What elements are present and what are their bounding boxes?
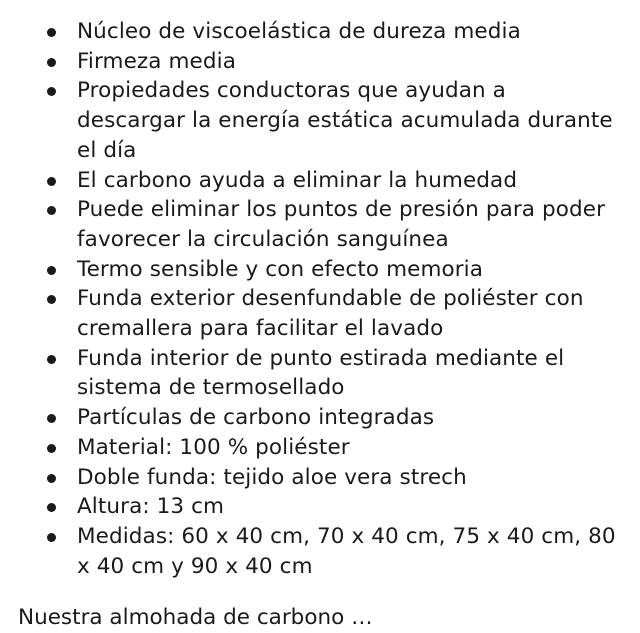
bullet-icon bbox=[47, 177, 56, 186]
feature-text: Firmeza media bbox=[77, 48, 236, 74]
bullet-icon bbox=[47, 206, 56, 215]
feature-item bbox=[0, 492, 640, 522]
feature-item bbox=[0, 47, 640, 77]
feature-item bbox=[0, 463, 640, 493]
bullet-icon bbox=[47, 87, 56, 96]
feature-item bbox=[0, 433, 640, 463]
bullet-icon bbox=[47, 295, 56, 304]
feature-text: Propiedades conductoras que ayudan a descargar la energía estática acumulada durante el día bbox=[77, 78, 613, 163]
feature-list bbox=[0, 17, 640, 581]
feature-item bbox=[0, 76, 640, 165]
feature-text: Funda exterior desenfundable de poliéster con cremallera para facilitar el lavado bbox=[77, 286, 584, 342]
bullet-icon bbox=[47, 414, 56, 423]
feature-text: Funda interior de punto estirada mediante el sistema de termosellado bbox=[77, 345, 565, 401]
feature-item bbox=[0, 522, 640, 581]
feature-text: El carbono ayuda a eliminar la humedad bbox=[77, 167, 518, 193]
feature-text: Partículas de carbono integradas bbox=[77, 405, 435, 431]
bullet-icon bbox=[47, 474, 56, 483]
feature-item bbox=[0, 255, 640, 285]
cut-off-paragraph: Nuestra almohada de carbono … bbox=[18, 605, 373, 630]
bullet-icon bbox=[47, 58, 56, 67]
feature-item bbox=[0, 344, 640, 403]
bullet-icon bbox=[47, 444, 56, 453]
feature-text: Núcleo de viscoelástica de dureza media bbox=[77, 19, 521, 44]
feature-text: Puede eliminar los puntos de presión para poder favorecer la circulación sanguínea bbox=[77, 197, 606, 252]
bullet-icon bbox=[47, 355, 56, 364]
feature-item bbox=[0, 403, 640, 433]
feature-item bbox=[0, 195, 640, 254]
feature-item bbox=[0, 284, 640, 343]
bullet-icon bbox=[47, 503, 56, 512]
feature-text: Altura: 13 cm bbox=[77, 494, 225, 520]
feature-text: Termo sensible y con efecto memoria bbox=[77, 256, 484, 282]
feature-item bbox=[0, 17, 640, 47]
feature-text: Medidas: 60 x 40 cm, 70 x 40 cm, 75 x 40 cm, 80 x 40 cm y 90 x 40 cm bbox=[77, 523, 616, 579]
bullet-icon bbox=[47, 533, 56, 542]
feature-item bbox=[0, 166, 640, 196]
bullet-icon bbox=[47, 266, 56, 275]
feature-text: Material: 100 % poliéster bbox=[77, 434, 350, 460]
feature-text: Doble funda: tejido aloe vera strech bbox=[77, 464, 467, 490]
bullet-icon bbox=[47, 28, 56, 37]
